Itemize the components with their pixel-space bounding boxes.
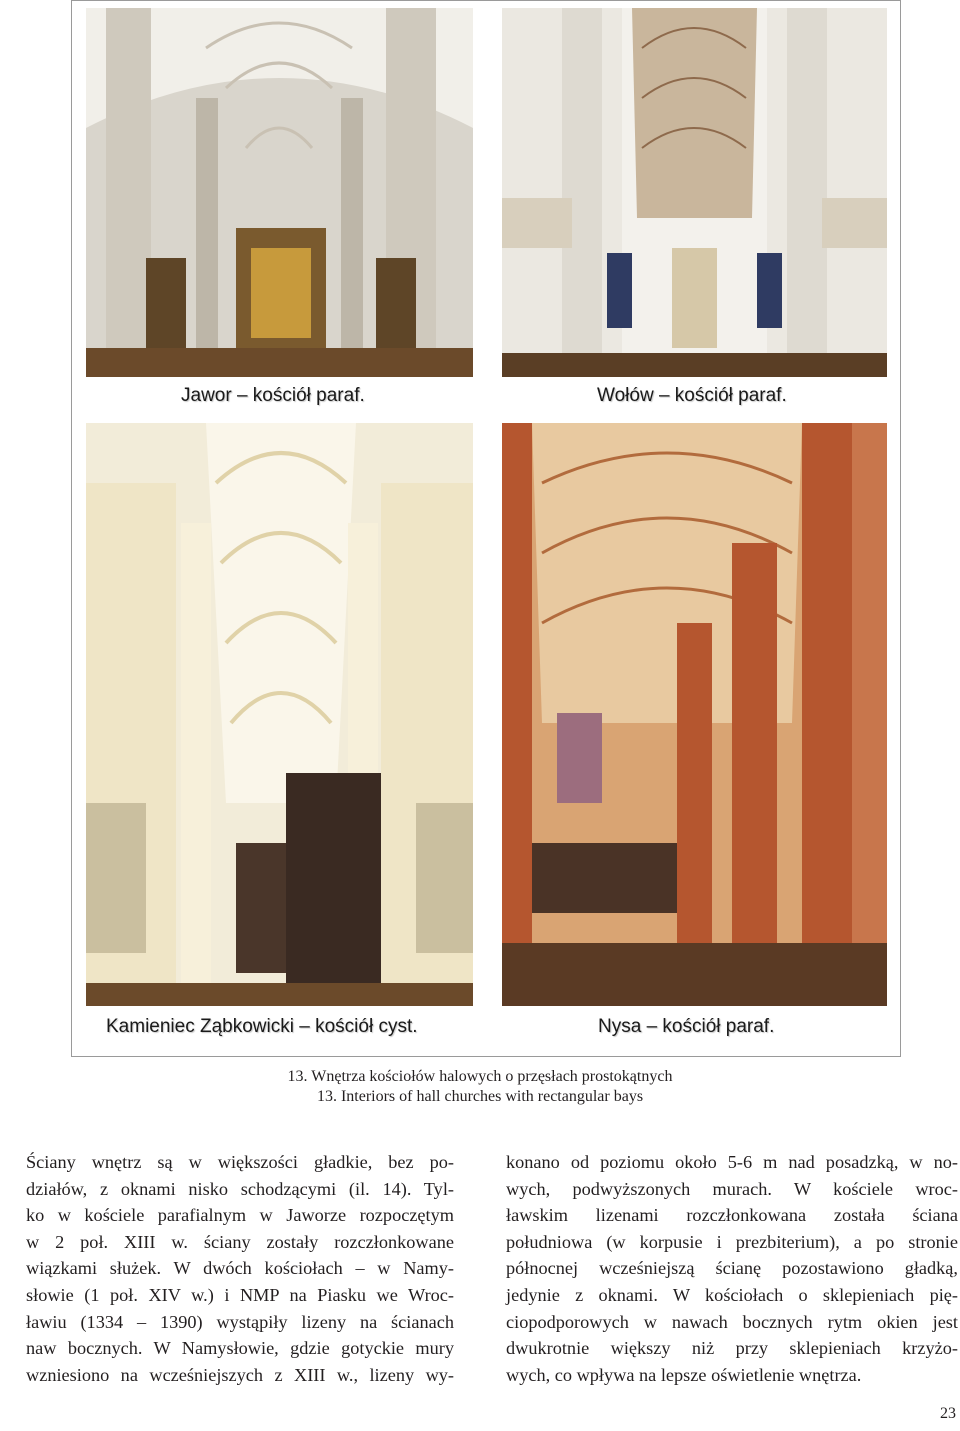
figure-caption-polish: 13. Wnętrza kościołów halowych o przęsłach prostokątnych [287,1068,673,1085]
photo-label-jawor: Jawor – kościół paraf. [181,385,365,406]
photo-jawor-interior [86,8,473,377]
text-line: ciopodporowych w nawach bocznych rytm okien jest [506,1311,958,1332]
text-line: jedynie z oknami. W kościołach o sklepieniach pię- [506,1284,958,1305]
text-line: działów, z oknami nisko schodzącymi (il. 14). Tyl- [26,1178,454,1199]
photo-label-nysa: Nysa – kościół paraf. [598,1016,775,1037]
photo-wolow-interior [502,8,887,377]
text-column-left [2,1149,454,1388]
text-line: ko w kościele parafialnym w Jaworze rozpoczętym [26,1205,454,1226]
text-line: północnej wcześniejszą ścianę pozostawiono gładką, [506,1258,958,1279]
text-line: słowie (1 poł. XIV w.) i NMP na Piasku we Wroc- [26,1284,454,1305]
text-line: wiązkami służek. W dwóch kościołach – w Namy- [26,1258,454,1279]
page-number: 23 [940,1405,956,1422]
text-line: dwukrotnie większy niż przy sklepieniach krzyżo- [506,1338,958,1359]
text-line: konano od poziomu około 5-6 m nad posadzką, w no- [506,1152,958,1172]
text-line: Ściany wnętrz są w większości gładkie, bez po- [26,1152,454,1172]
text-line: wych, podwyższonych murach. W kościele wroc- [506,1178,958,1199]
photo-label-kamieniec: Kamieniec Ząbkowicki – kościół cyst. [106,1016,418,1037]
photo-kamieniec-interior [86,423,473,1006]
text-line: ławskim lizenami rozczłonkowana została ściana [506,1205,958,1226]
text-line: południowa (w korpusie i prezbiterium), a po stronie [506,1231,958,1252]
photo-nysa-interior [502,423,887,1006]
text-line: w 2 poł. XIII w. ściany zostały rozczłonkowane [26,1231,454,1252]
figure-caption-english: 13. Interiors of hall churches with rectangular bays [316,1088,644,1105]
text-line: wych, co wpływa na lepsze oświetlenie wnętrza. [506,1364,862,1385]
text-column-right [506,1149,958,1388]
text-line: ławiu (1334 – 1390) wystąpiły lizeny na ścianach [26,1311,454,1332]
text-line: naw bocznych. W Namysłowie, gdzie gotyckie mury [26,1338,454,1359]
text-line: wzniesiono na wcześniejszych z XIII w., lizeny wy- [26,1364,454,1385]
photo-label-wolow: Wołów – kościół paraf. [597,385,787,406]
